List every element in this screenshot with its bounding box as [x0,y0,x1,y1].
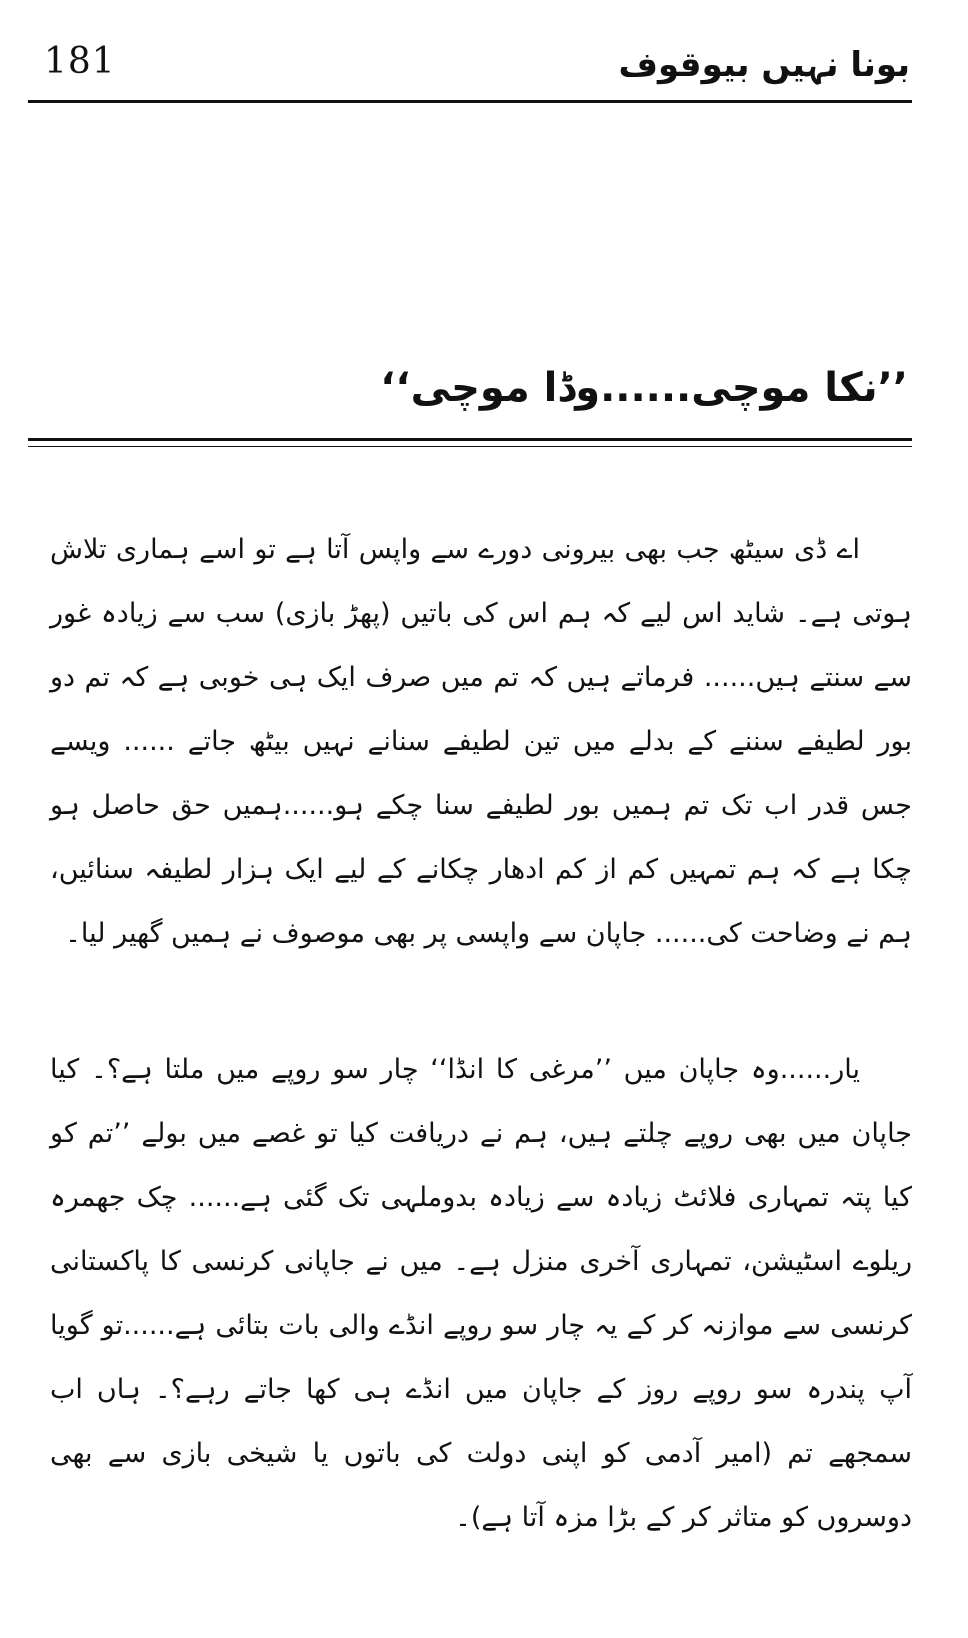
paragraph-2-text: یار......وہ جاپان میں ’’مرغی کا انڈا‘‘ چار سو روپے میں ملتا ہے؟۔ کیا جاپان میں بھی روپے چلتے ہیں، ہم نے دریافت کیا تو غصے میں بولے ’’تم کو کیا پتہ تمہاری فلائٹ زیادہ سے زیادہ بدوملہی تک گئی ہے...... چک جھمرہ ریلوے اسٹیشن، تمہاری آخری منزل ہے۔ میں نے جاپانی کرنسی کا پاکستانی کرنسی سے موازنہ کر کے یہ چار سو روپے انڈے والی بات بتائی ہے......تو گویا آپ پندرہ سو روپے روز کے جاپان میں انڈے ہی کھا جاتے رہے؟۔ ہاں اب سمجھے تم (امیر آدمی کو اپنی دولت کی باتوں یا شیخی بازی سے بھی دوسروں کو متاثر کر کے بڑا مزہ آتا ہے)۔ [50,1054,912,1533]
body-paragraph-2 [50,1038,912,1550]
title-rule-thin [28,446,912,447]
chapter-title: ’’نکا موچی......وڈا موچی‘‘ [380,365,908,411]
body-paragraph-1 [50,518,912,966]
paragraph-1-text: اے ڈی سیٹھ جب بھی بیرونی دورے سے واپس آتا ہے تو اسے ہماری تلاش ہوتی ہے۔ شاید اس لیے کہ ہم اس کی باتیں (پھڑ بازی) سب سے زیادہ غور سے سنتے ہیں...... فرماتے ہیں کہ تم میں صرف ایک ہی خوبی ہے کہ تم دو بور لطیفے سننے کے بدلے میں تین لطیفے سنانے نہیں بیٹھ جاتے ...... ویسے جس قدر اب تک تم ہمیں بور لطیفے سنا چکے ہو......ہمیں حق حاصل ہو چکا ہے کہ ہم تمہیں کم از کم ادھار چکانے کے لیے ایک ہزار لطیفہ سنائیں، ہم نے وضاحت کی...... جاپان سے واپسی پر بھی موصوف نے ہمیں گھیر لیا۔ [50,534,912,949]
title-rule-thick [28,438,912,441]
header-rule [28,100,912,103]
page-number: 181 [44,41,116,82]
running-head: بونا نہیں بیوقوف [618,45,910,85]
